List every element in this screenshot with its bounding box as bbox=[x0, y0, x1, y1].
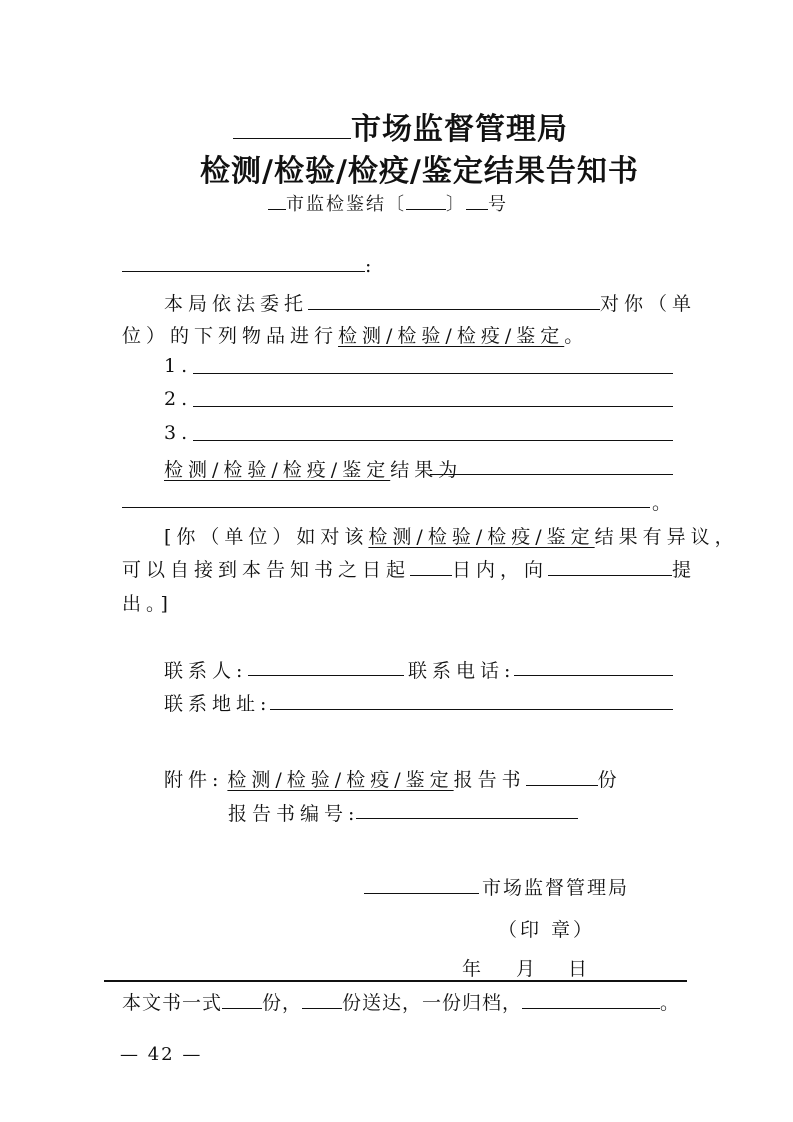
authority-blank bbox=[233, 137, 351, 139]
date-day: 日 bbox=[568, 958, 593, 980]
footer-text-b: 份， bbox=[262, 992, 303, 1014]
doc-number-blank-2 bbox=[406, 208, 446, 210]
date-year: 年 bbox=[462, 958, 487, 980]
notice-line1 bbox=[164, 522, 739, 549]
footer-copies-blank bbox=[222, 1007, 262, 1009]
title-line-1 bbox=[233, 104, 568, 148]
attachment-underlined: 检测/检验/检疫/鉴定 bbox=[227, 769, 454, 791]
review-authority-blank bbox=[548, 574, 672, 576]
title-line-2: 检测/检验/检疫/鉴定结果告知书 bbox=[200, 154, 639, 189]
item-2-line bbox=[193, 406, 673, 407]
contact-phone-blank bbox=[514, 675, 673, 676]
footer-divider bbox=[104, 980, 687, 982]
attachment-count-blank bbox=[526, 784, 598, 786]
item-3-line bbox=[193, 440, 673, 441]
paragraph1-text-a: 本局依法委托 bbox=[164, 293, 309, 315]
date-month: 月 bbox=[516, 958, 541, 980]
footer-text-a: 本文书一式 bbox=[122, 992, 223, 1014]
notice-line1-b: 结果有异议， bbox=[594, 526, 739, 548]
result-blank-2 bbox=[122, 507, 650, 508]
days-blank bbox=[410, 574, 452, 576]
contact-person-label: 联系人: bbox=[164, 660, 248, 682]
doc-number-blank-1 bbox=[268, 208, 286, 210]
result-line bbox=[164, 455, 462, 482]
attachment-text: 报告书 bbox=[453, 769, 526, 791]
doc-number-part3: 号 bbox=[488, 194, 508, 215]
attachment-unit: 份 bbox=[597, 769, 622, 791]
contact-phone-label: 联系电话: bbox=[408, 660, 516, 682]
footer-other-blank bbox=[522, 1007, 660, 1009]
footer-text-c: 份送达，一份归档， bbox=[342, 992, 523, 1014]
footer-text-d: 。 bbox=[660, 992, 681, 1014]
paragraph1-line1 bbox=[164, 289, 696, 316]
paragraph1-line2 bbox=[122, 321, 588, 348]
paragraph1-text-d: 。 bbox=[564, 325, 589, 347]
notice-line2-a: 可以自接到本告知书之日起 bbox=[122, 559, 411, 581]
item-1 bbox=[164, 355, 192, 377]
addressee-colon: : bbox=[365, 255, 377, 277]
signature-authority-blank bbox=[364, 893, 479, 894]
doc-number-blank-3 bbox=[466, 208, 488, 210]
attachment-line bbox=[164, 765, 622, 792]
contact-line1 bbox=[164, 656, 247, 683]
report-number-label: 报告书编号: bbox=[228, 803, 360, 825]
result-text: 结果为 bbox=[390, 459, 463, 481]
title-line-1-text: 市场监督管理局 bbox=[351, 112, 568, 147]
addressee-blank bbox=[122, 270, 365, 272]
report-number-line bbox=[228, 799, 359, 826]
notice-line3: 出。] bbox=[122, 593, 173, 615]
report-number-blank bbox=[356, 818, 578, 819]
paragraph1-text-b: 对你（单 bbox=[600, 293, 697, 315]
notice-line2 bbox=[122, 555, 696, 582]
result-underlined: 检测/检验/检疫/鉴定 bbox=[164, 459, 391, 481]
footer-served-blank bbox=[302, 1007, 342, 1009]
addressee-line bbox=[122, 255, 376, 277]
signature-authority: 市场监督管理局 bbox=[482, 877, 630, 899]
page-number: — 42 — bbox=[120, 1044, 203, 1065]
footer-line bbox=[122, 988, 680, 1015]
doc-number-part2: 〕 bbox=[446, 194, 466, 215]
contact-address-label: 联系地址: bbox=[164, 693, 272, 715]
attachment-label: 附件: bbox=[164, 769, 224, 791]
result-blank-1 bbox=[430, 474, 673, 475]
entrusted-party-blank bbox=[308, 308, 600, 310]
contact-address-blank bbox=[270, 709, 673, 710]
result-end: 。 bbox=[652, 492, 677, 514]
doc-number bbox=[268, 190, 508, 216]
item-1-number: 1. bbox=[164, 355, 193, 377]
notice-line1-a: [你（单位）如对该 bbox=[164, 526, 369, 548]
contact-line2 bbox=[164, 689, 271, 716]
notice-line2-c: 提 bbox=[672, 559, 697, 581]
item-3 bbox=[164, 422, 192, 444]
seal-label: （印 章） bbox=[498, 919, 596, 941]
doc-number-part1: 市监检鉴结〔 bbox=[286, 194, 406, 215]
paragraph1-underlined: 检测/检验/检疫/鉴定 bbox=[338, 325, 565, 347]
item-2-number: 2. bbox=[164, 388, 193, 410]
notice-line1-underlined: 检测/检验/检疫/鉴定 bbox=[368, 526, 595, 548]
item-2 bbox=[164, 388, 192, 410]
contact-person-blank bbox=[248, 675, 404, 676]
item-1-line bbox=[193, 373, 673, 374]
notice-line2-b: 日内，向 bbox=[452, 559, 549, 581]
contact-phone bbox=[408, 656, 515, 683]
paragraph1-text-c: 位）的下列物品进行 bbox=[122, 325, 339, 347]
item-3-number: 3. bbox=[164, 422, 193, 444]
